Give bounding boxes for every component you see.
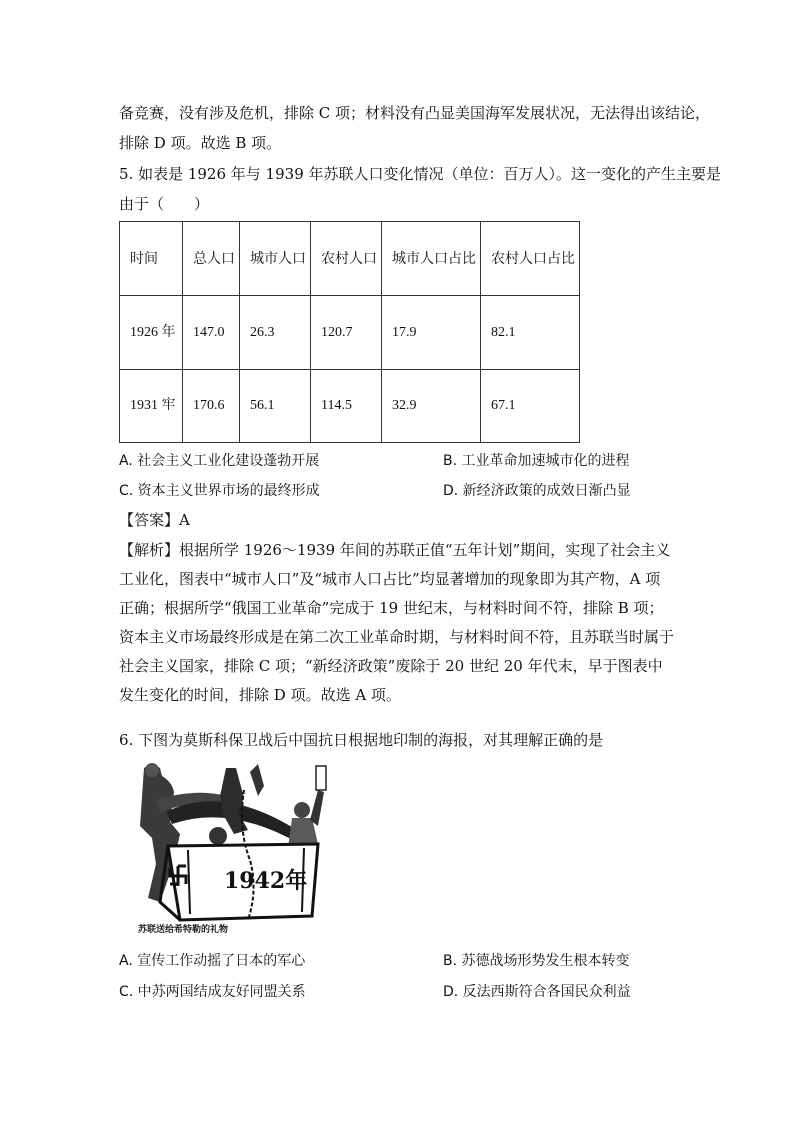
q5-answer: 【答案】A [119,511,190,529]
q5-option-c: C. 资本主义世界市场的最终形成 [119,483,320,499]
q6-option-c: C. 中苏两国结成友好同盟关系 [119,984,306,1000]
q6-option-d: D. 反法西斯符合各国民众利益 [443,984,631,1000]
prev-analysis-line-2: 排除 D 项。故选 B 项。 [119,134,282,152]
table-cell: 32.9 [382,370,481,443]
question-6-stem: 6. 下图为莫斯科保卫战后中国抗日根据地印制的海报，对其理解正确的是 [119,731,604,749]
prev-analysis-line-1: 备竞赛，没有涉及危机，排除 C 项；材料没有凸显美国海军发展状况，无法得出该结论， [119,104,711,122]
table-cell: 56.1 [240,370,311,443]
table-header: 时间 [120,222,183,296]
poster-image [126,760,340,938]
population-table [119,221,580,443]
table-cell: 82.1 [481,296,580,370]
q5-option-d: D. 新经济政策的成效日渐凸显 [443,483,631,499]
table-header: 农村人口占比 [481,222,580,296]
table-row [120,296,580,370]
table-cell: 26.3 [240,296,311,370]
table-cell: 1931 牢 [120,370,183,443]
table-header: 城市人口占比 [382,222,481,296]
table-cell: 147.0 [183,296,240,370]
q6-option-a: A. 宣传工作动摇了日本的军心 [119,953,306,969]
table-cell: 120.7 [311,296,382,370]
table-row [120,370,580,443]
table-cell: 17.9 [382,296,481,370]
table-cell: 170.6 [183,370,240,443]
table-header: 总人口 [183,222,240,296]
q5-analysis: 【解析】根据所学 1926～1939 年间的苏联正值“五年计划”期间，实现了社会主义工业化，图表中“城市人口”及“城市人口占比”均显著增加的现象即为其产物，A 项正确；根据所学“俄国工业革命”完成于 19 世纪末，与材料时间不符，排除 B 项；资本主义市场最终形成是在第二次工业革命时期，与材料时间不符，且苏联当时属于社会主义国家，排除 C 项；“新经济政策”废除于 20 世纪 20 年代末，早于图表中发生变化的时间，排除 D 项。故选 A 项。 [119,541,675,704]
poster-illustration [126,760,340,938]
q5-option-b: B. 工业革命加速城市化的进程 [443,453,630,469]
q6-option-b: B. 苏德战场形势发生根本转变 [443,953,630,969]
poster-caption: 苏联送给希特勒的礼物 [138,925,229,935]
poster-year-text: 1942年 [224,868,308,894]
table-cell: 114.5 [311,370,382,443]
table-cell: 67.1 [481,370,580,443]
table-cell: 1926 年 [120,296,183,370]
question-5-stem-line-2: 由于（ ） [119,195,210,213]
q5-option-a: A. 社会主义工业化建设蓬勃开展 [119,453,320,469]
question-5-stem-line-1: 5. 如表是 1926 年与 1939 年苏联人口变化情况（单位：百万人）。这一变化的产生主要是 [119,165,722,183]
table-header: 城市人口 [240,222,311,296]
table-header: 农村人口 [311,222,382,296]
